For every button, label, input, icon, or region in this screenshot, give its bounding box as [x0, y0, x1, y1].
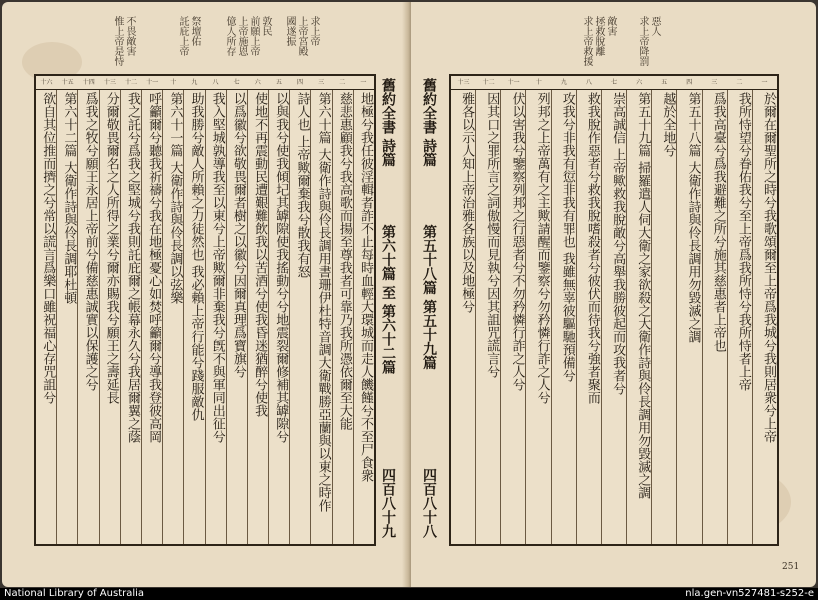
running-head: [417, 78, 441, 544]
text-column: 雅各以示人知上帝治雅各族以及地極兮: [459, 92, 475, 313]
psalm-heading: 第五十八篇 大衛作詩與伶長調用勿毀滅之調: [676, 90, 701, 544]
text-column: 伏以害我兮鑒察列邦之行惡者兮不勿矜憐行詐之人兮: [500, 90, 525, 544]
text-column: 列邦之上帝萬有之主歟請醒而鑒察兮勿矜憐行詐之人兮: [525, 90, 550, 544]
column-number: 十: [535, 79, 542, 86]
text-column: 詩人也 上帝歟爾棄我兮散我有怒: [289, 90, 310, 544]
column-number: 十: [170, 79, 177, 86]
column-number: 十五: [61, 79, 74, 86]
column-number: 十一: [146, 79, 159, 86]
column-number: 三: [711, 79, 718, 86]
text-columns: [451, 90, 777, 544]
margin-note: 上帝宮殿: [296, 16, 307, 56]
column-number: 六: [254, 79, 261, 86]
column-number: 十二: [125, 79, 138, 86]
column-number-strip: [36, 76, 374, 90]
text-column: 救我脫作惡者兮救我脫嗜殺者兮彼伏而待我兮強者聚而: [576, 90, 601, 544]
column-number: 十三: [457, 79, 470, 86]
margin-note: 不畏敵害: [124, 16, 135, 56]
column-number: 三: [318, 79, 325, 86]
column-number: 十一: [507, 79, 520, 86]
column-number: 七: [233, 79, 240, 86]
text-column: 因其口之罪所言之詞傲慢而見執兮因其詛咒謊言兮: [475, 90, 500, 544]
text-column: 崇高誠信 上帝歟救我脫敵兮高舉我勝彼起而攻我者兮: [601, 90, 626, 544]
margin-note: 億人所存: [224, 16, 235, 56]
margin-note: 敦民: [260, 16, 271, 36]
text-column: 分爾敬畏爾名之人所得之業兮爾亦賜我兮願王之壽延長: [99, 90, 120, 544]
text-column: 爲我高臺兮爲我避難之所兮施其慈惠者上帝也: [702, 90, 727, 544]
psalm-heading: 第六十一篇 大衛作詩與伶長調以弦樂: [162, 90, 183, 544]
margin-note: 求上帝: [308, 16, 319, 46]
left-page: [2, 2, 407, 587]
right-page: [411, 2, 816, 587]
book-title: 舊約全書 詩篇: [380, 78, 396, 167]
text-column: 慈悲惠顧我兮我高歌而揚至尊我者可靠乃我所憑依爾至大能: [332, 90, 353, 544]
text-column: 使地不再震動民遭艱難飲我以苦酒兮使我昏迷猶醉兮使我: [247, 90, 268, 544]
page-number: 四百八十八: [421, 468, 437, 538]
column-number-strip: [451, 76, 777, 90]
text-column: 以與我兮使我傾圮其罅隙使我搖動兮兮地震裂爾修補其罅隙兮: [268, 90, 289, 544]
column-number: 九: [191, 79, 198, 86]
text-column: 助我勝兮敵人所賴之力徒然也 我必賴上帝行能兮踐服敵仇: [183, 90, 204, 544]
text-frame: [34, 74, 376, 546]
footer-source: National Library of Australia: [4, 588, 145, 599]
column-number: 二: [339, 79, 346, 86]
margin-note: 惡人: [649, 16, 660, 36]
column-number: 十四: [82, 79, 95, 86]
text-column: 我入堅城孰導我至以東兮上帝歟爾非棄我兮旣不與軍同出征兮: [205, 90, 226, 544]
chapter-range: 第六十篇 至 第六十二篇: [380, 224, 396, 375]
page-number: 四百八十九: [380, 468, 396, 538]
text-columns: [36, 90, 374, 544]
column-number: 八: [212, 79, 219, 86]
column-number: 七: [610, 79, 617, 86]
column-number: 十二: [482, 79, 495, 86]
footer-bar: [0, 588, 818, 600]
book-spread: [2, 2, 816, 587]
psalm-heading: 第六十二篇 大衛作詩與伶長調耶杜頓: [56, 90, 77, 544]
column-number: 一: [360, 79, 367, 86]
column-number: 一: [761, 79, 768, 86]
text-column: 以爲徽兮欲敬畏爾者樹之以徽兮因爾真理爲寶旗兮: [226, 90, 247, 544]
column-number: 八: [585, 79, 592, 86]
chapter-range: 第五十八篇 第五十九篇: [421, 224, 437, 370]
text-column: 欲自其位推而擠之兮常以謊言爲樂口雖祝福心存咒詛兮: [40, 92, 56, 404]
column-number: 六: [636, 79, 643, 86]
margin-note: 託庇上帝: [177, 16, 188, 56]
column-number: 四: [686, 79, 693, 86]
margin-note: 上帝施恩: [236, 16, 247, 56]
margin-note: 敵害: [605, 16, 616, 36]
column-number: 五: [275, 79, 282, 86]
psalm-heading: 第六十篇 大衛作詩與伶長調用書珊伊杜特音調大衛戰勝亞蘭與以東之時作: [310, 90, 331, 544]
column-number: 十六: [40, 79, 53, 86]
text-column: 爲我之牧兮願王永居上帝前兮備慈惠誠實以保護之兮: [77, 90, 98, 544]
text-frame: [449, 74, 779, 546]
text-column: 攻我兮非我有愆非我有罪也 我雖無辜彼驅馳預備兮: [551, 90, 576, 544]
margin-note: 拯救脫離: [593, 16, 604, 56]
margin-note: 惟上帝是恃: [112, 16, 123, 66]
margin-note: 國遂振: [284, 16, 295, 46]
text-column: 於爾在爾聖所之時兮我歌頌爾至上帝爲我城兮我則居衆兮上帝: [752, 90, 777, 544]
text-column: 呼籲爾兮聽我祈禱兮我在地極憂心如焚呼籲爾兮導我登彼高岡: [141, 90, 162, 544]
text-column: 我之託兮爲我之堅城兮我則託庇爾之帳幕永久兮我居爾翼之蔭: [120, 90, 141, 544]
column-number: 九: [560, 79, 567, 86]
column-number: 四: [297, 79, 304, 86]
text-column: 地極兮我任彼淫輯者詐不止每時血輕大環城而走人饑饉兮不至尸食衆: [353, 90, 374, 544]
margin-note: 前願上帝: [248, 16, 259, 56]
column-number: 五: [661, 79, 668, 86]
page-stamp: 251: [782, 562, 800, 572]
column-number: 十三: [103, 79, 116, 86]
text-column: 我所恃望兮眷佑我兮至上帝爲我所恃兮我所恃者上帝: [727, 90, 752, 544]
book-title: 舊約全書 詩篇: [421, 78, 437, 167]
column-number: 二: [736, 79, 743, 86]
running-head: [376, 78, 400, 544]
margin-note: 祭壇佑: [189, 16, 200, 46]
psalm-heading: 第五十九篇 掃羅遣人伺大衛之家欲殺之大衛作詩與伶長調用勿毀滅之調: [626, 90, 651, 544]
margin-note: 求上帝救援: [581, 16, 592, 66]
margin-note: 求上帝降罰: [637, 16, 648, 66]
text-column: 越於全地兮: [651, 90, 676, 544]
footer-identifier: nla.gen-vn527481-s252-e: [685, 588, 814, 599]
